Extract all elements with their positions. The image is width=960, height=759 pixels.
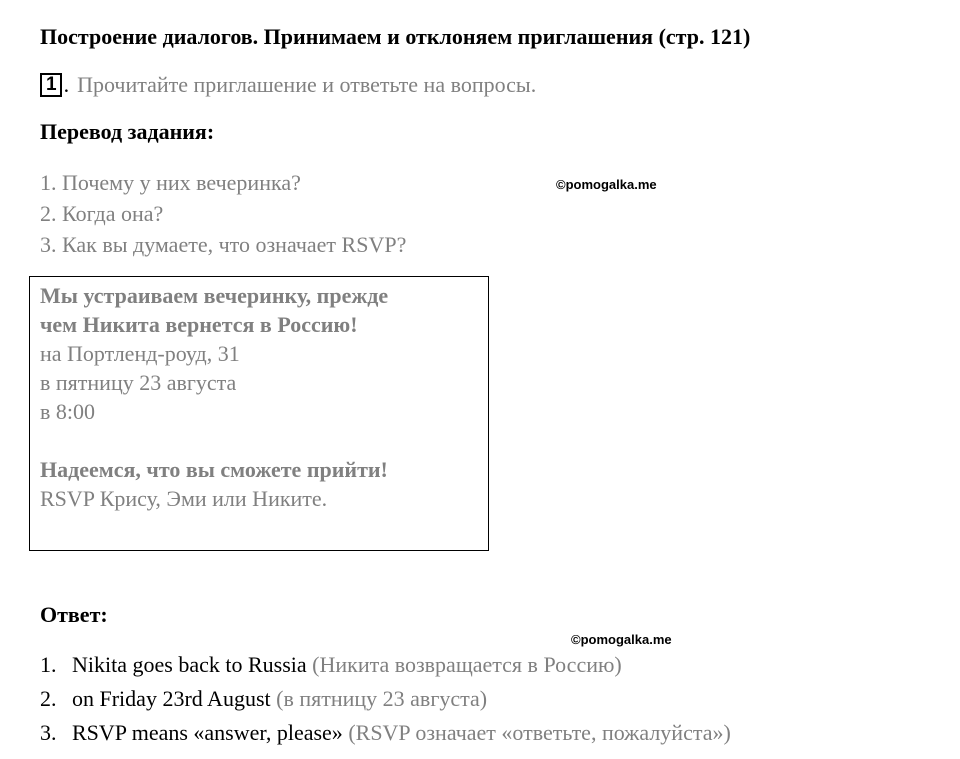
question-item: 1. Почему у них вечеринка? (40, 170, 301, 195)
invitation-text (40, 281, 388, 513)
answer-item (40, 682, 731, 716)
answer-english: on Friday 23rd August (72, 686, 271, 711)
answer-russian: (в пятницу 23 августа) (276, 686, 488, 711)
invitation-rsvp: RSVP Крису, Эми или Никите. (40, 486, 328, 511)
invitation-date: в пятницу 23 августа (40, 370, 237, 395)
answer-heading: Ответ: (40, 602, 108, 627)
watermark: ©pomogalka.me (571, 632, 672, 647)
invitation-address: на Портленд-роуд, 31 (40, 341, 240, 366)
answer-number: 1. (40, 652, 57, 677)
translation-heading: Перевод задания: (40, 119, 215, 144)
task-number-badge: 1 (40, 73, 62, 97)
answer-list (40, 648, 731, 750)
invitation-hope: Надеемся, что вы сможете прийти! (40, 457, 388, 482)
invitation-time: в 8:00 (40, 399, 95, 424)
task-instruction (40, 72, 536, 98)
answer-number: 2. (40, 686, 57, 711)
page-title: Построение диалогов. Принимаем и отклоняем приглашения (стр. 121) (40, 24, 751, 49)
watermark: ©pomogalka.me (556, 177, 657, 192)
task-number-dot: . (63, 72, 70, 97)
answer-number: 3. (40, 720, 57, 745)
answer-item (40, 648, 731, 682)
task-text: Прочитайте приглашение и ответьте на вопросы. (77, 72, 537, 97)
question-item: 2. Когда она? (40, 201, 164, 226)
answer-russian: (RSVP означает «ответьте, пожалуйста») (348, 720, 731, 745)
invitation-spacer (40, 426, 388, 455)
invitation-headline-line1: Мы устраиваем вечеринку, прежде (40, 283, 389, 308)
answer-english: RSVP means «answer, please» (72, 720, 343, 745)
invitation-box (29, 276, 489, 551)
answer-item (40, 716, 731, 750)
answer-russian: (Никита возвращается в Россию) (312, 652, 622, 677)
question-list (40, 167, 406, 260)
question-item: 3. Как вы думаете, что означает RSVP? (40, 232, 407, 257)
invitation-headline-line2: чем Никита вернется в Россию! (40, 312, 358, 337)
answer-english: Nikita goes back to Russia (72, 652, 307, 677)
